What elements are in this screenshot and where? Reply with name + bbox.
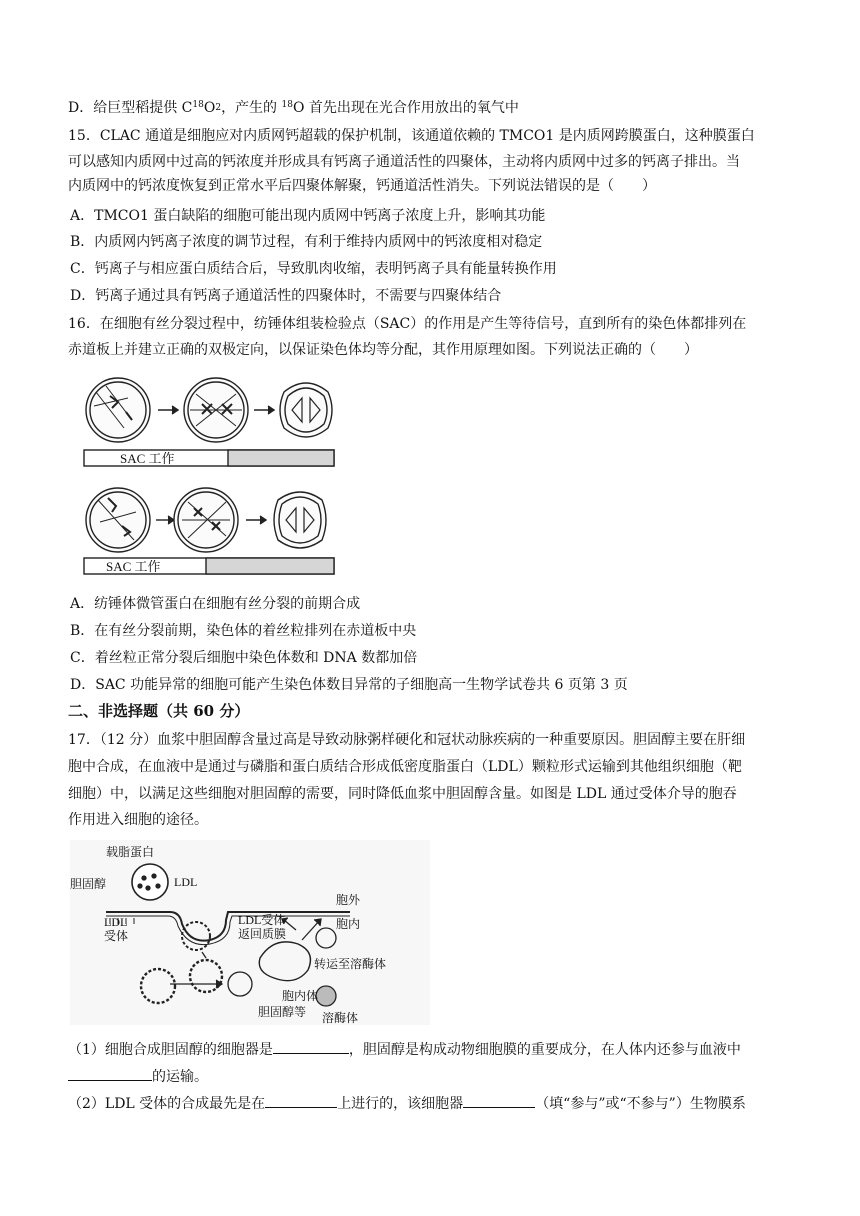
q16-option-c: C．着丝粒正常分裂后细胞中染色体数和 DNA 数都加倍 xyxy=(70,650,418,666)
q16-stem-line-2: 赤道板上并建立正确的双极定向，以保证染色体均等分配，其作用原理如图。下列说法正确的（ ） xyxy=(68,342,698,358)
label-receptor-return-1: LDL受体 xyxy=(238,913,286,927)
q17-stem-line-1: 17．（12 分）血浆中胆固醇含量过高是导致动脉粥样硬化和冠状动脉疾病的一种重要原因。胆固醇主要在肝细 xyxy=(68,732,746,748)
q15-option-d: D．钙离子通过具有钙离子通道活性的四聚体时，不需要与四聚体结合 xyxy=(70,288,502,304)
answer-blank-3[interactable] xyxy=(265,1107,337,1108)
q15-option-a: A．TMCO1 蛋白缺陷的细胞可能出现内质网中钙离子浓度上升，影响其功能 xyxy=(70,208,546,224)
q17-stem-line-3: 细胞）中，以满足这些细胞对胆固醇的需要，同时降低血浆中胆固醇含量。如图是 LDL 通过受体介导的胞吞 xyxy=(68,786,737,802)
cell-bottom-2 xyxy=(174,488,238,552)
label-to-lysosome: 转运至溶酶体 xyxy=(314,957,387,971)
cell-top-1 xyxy=(86,378,150,442)
label-ldl-receptor-2: 受体 xyxy=(104,929,129,943)
label-outside: 胞外 xyxy=(336,893,361,907)
q14-option-d: D．给巨型稻提供 $C^{18}O2$，产生的 $^{18}$O 首先出现在光合作用放出的氧气中 xyxy=(68,100,519,116)
label-inside: 胞内 xyxy=(336,917,361,931)
q16-option-a: A．纺锤体微管蛋白在细胞有丝分裂的前期合成 xyxy=(70,596,361,612)
q17-stem-line-2: 胞中合成，在血液中是通过与磷脂和蛋白质结合形成低密度脂蛋白（LDL）颗粒形式运输到其他组织细胞（靶 xyxy=(68,759,742,775)
label-receptor-return-2: 返回质膜 xyxy=(238,927,287,941)
q15-option-c: C．钙离子与相应蛋白质结合后，导致肌肉收缩，表明钙离子具有能量转换作用 xyxy=(70,261,557,277)
q17-stem-line-4: 作用进入细胞的途径。 xyxy=(68,812,208,828)
sac-bar-label-bottom: SAC 工作 xyxy=(106,559,161,574)
label-lysosome: 溶酶体 xyxy=(322,1011,359,1025)
cell-top-2 xyxy=(184,378,248,442)
q15-stem-line-1: 15．CLAC 通道是细胞应对内质网钙超载的保护机制，该通道依赖的 TMCO1 是内质网跨膜蛋白，这种膜蛋白 xyxy=(68,128,755,144)
answer-blank-1[interactable] xyxy=(273,1053,349,1054)
label-cholesterol-etc: 胆固醇等 xyxy=(258,1005,307,1019)
q17-sub2-line-1: （2）LDL 受体的合成最先是在 上进行的，该细胞器 （填“参与”或“不参与”）生物膜系 xyxy=(68,1096,746,1112)
sac-bar-label-top: SAC 工作 xyxy=(120,451,175,466)
label-cholesterol: 胆固醇 xyxy=(70,877,107,891)
label-ldl-receptor-1: LDL xyxy=(104,915,128,929)
q17-sub1-line-2: 的运输。 xyxy=(68,1067,208,1087)
cell-bottom-3 xyxy=(274,492,326,548)
cell-bottom-1 xyxy=(86,488,150,552)
section-2-title: 二、非选择题（共 60 分） xyxy=(68,702,250,720)
label-apolipoprotein: 载脂蛋白 xyxy=(106,845,155,859)
ldl-endocytosis-figure xyxy=(70,840,430,1025)
answer-blank-4[interactable] xyxy=(463,1107,535,1108)
q15-stem-line-3: 内质网中的钙浓度恢复到正常水平后四聚体解聚，钙通道活性消失。下列说法错误的是（ ） xyxy=(68,178,656,194)
q15-stem-line-2: 可以感知内质网中过高的钙浓度并形成具有钙离子通道活性的四聚体，主动将内质网中过多的钙离子排出。当 xyxy=(68,154,740,170)
cell-top-3 xyxy=(280,383,332,437)
sac-mitosis-figure xyxy=(66,372,346,582)
label-endosome: 胞内体 xyxy=(282,989,319,1003)
label-ldl: LDL xyxy=(174,875,198,889)
q16-stem-line-1: 16．在细胞有丝分裂过程中，纺锤体组装检验点（SAC）的作用是产生等待信号，直到所有的染色体都排列在 xyxy=(68,316,747,332)
q17-sub1-line-1: （1）细胞合成胆固醇的细胞器是 ，胆固醇是构成动物细胞膜的重要成分，在人体内还参与血液中 xyxy=(68,1042,741,1058)
q16-option-b: B．在有丝分裂前期，染色体的着丝粒排列在赤道板中央 xyxy=(70,623,417,639)
q15-option-b: B．内质网内钙离子浓度的调节过程，有利于维持内质网中的钙浓度相对稳定 xyxy=(70,234,543,250)
answer-blank-2[interactable] xyxy=(68,1080,152,1081)
q16-option-d: D．SAC 功能异常的细胞可能产生染色体数目异常的子细胞高一生物学试卷共 6 页第 3 页 xyxy=(70,677,628,693)
